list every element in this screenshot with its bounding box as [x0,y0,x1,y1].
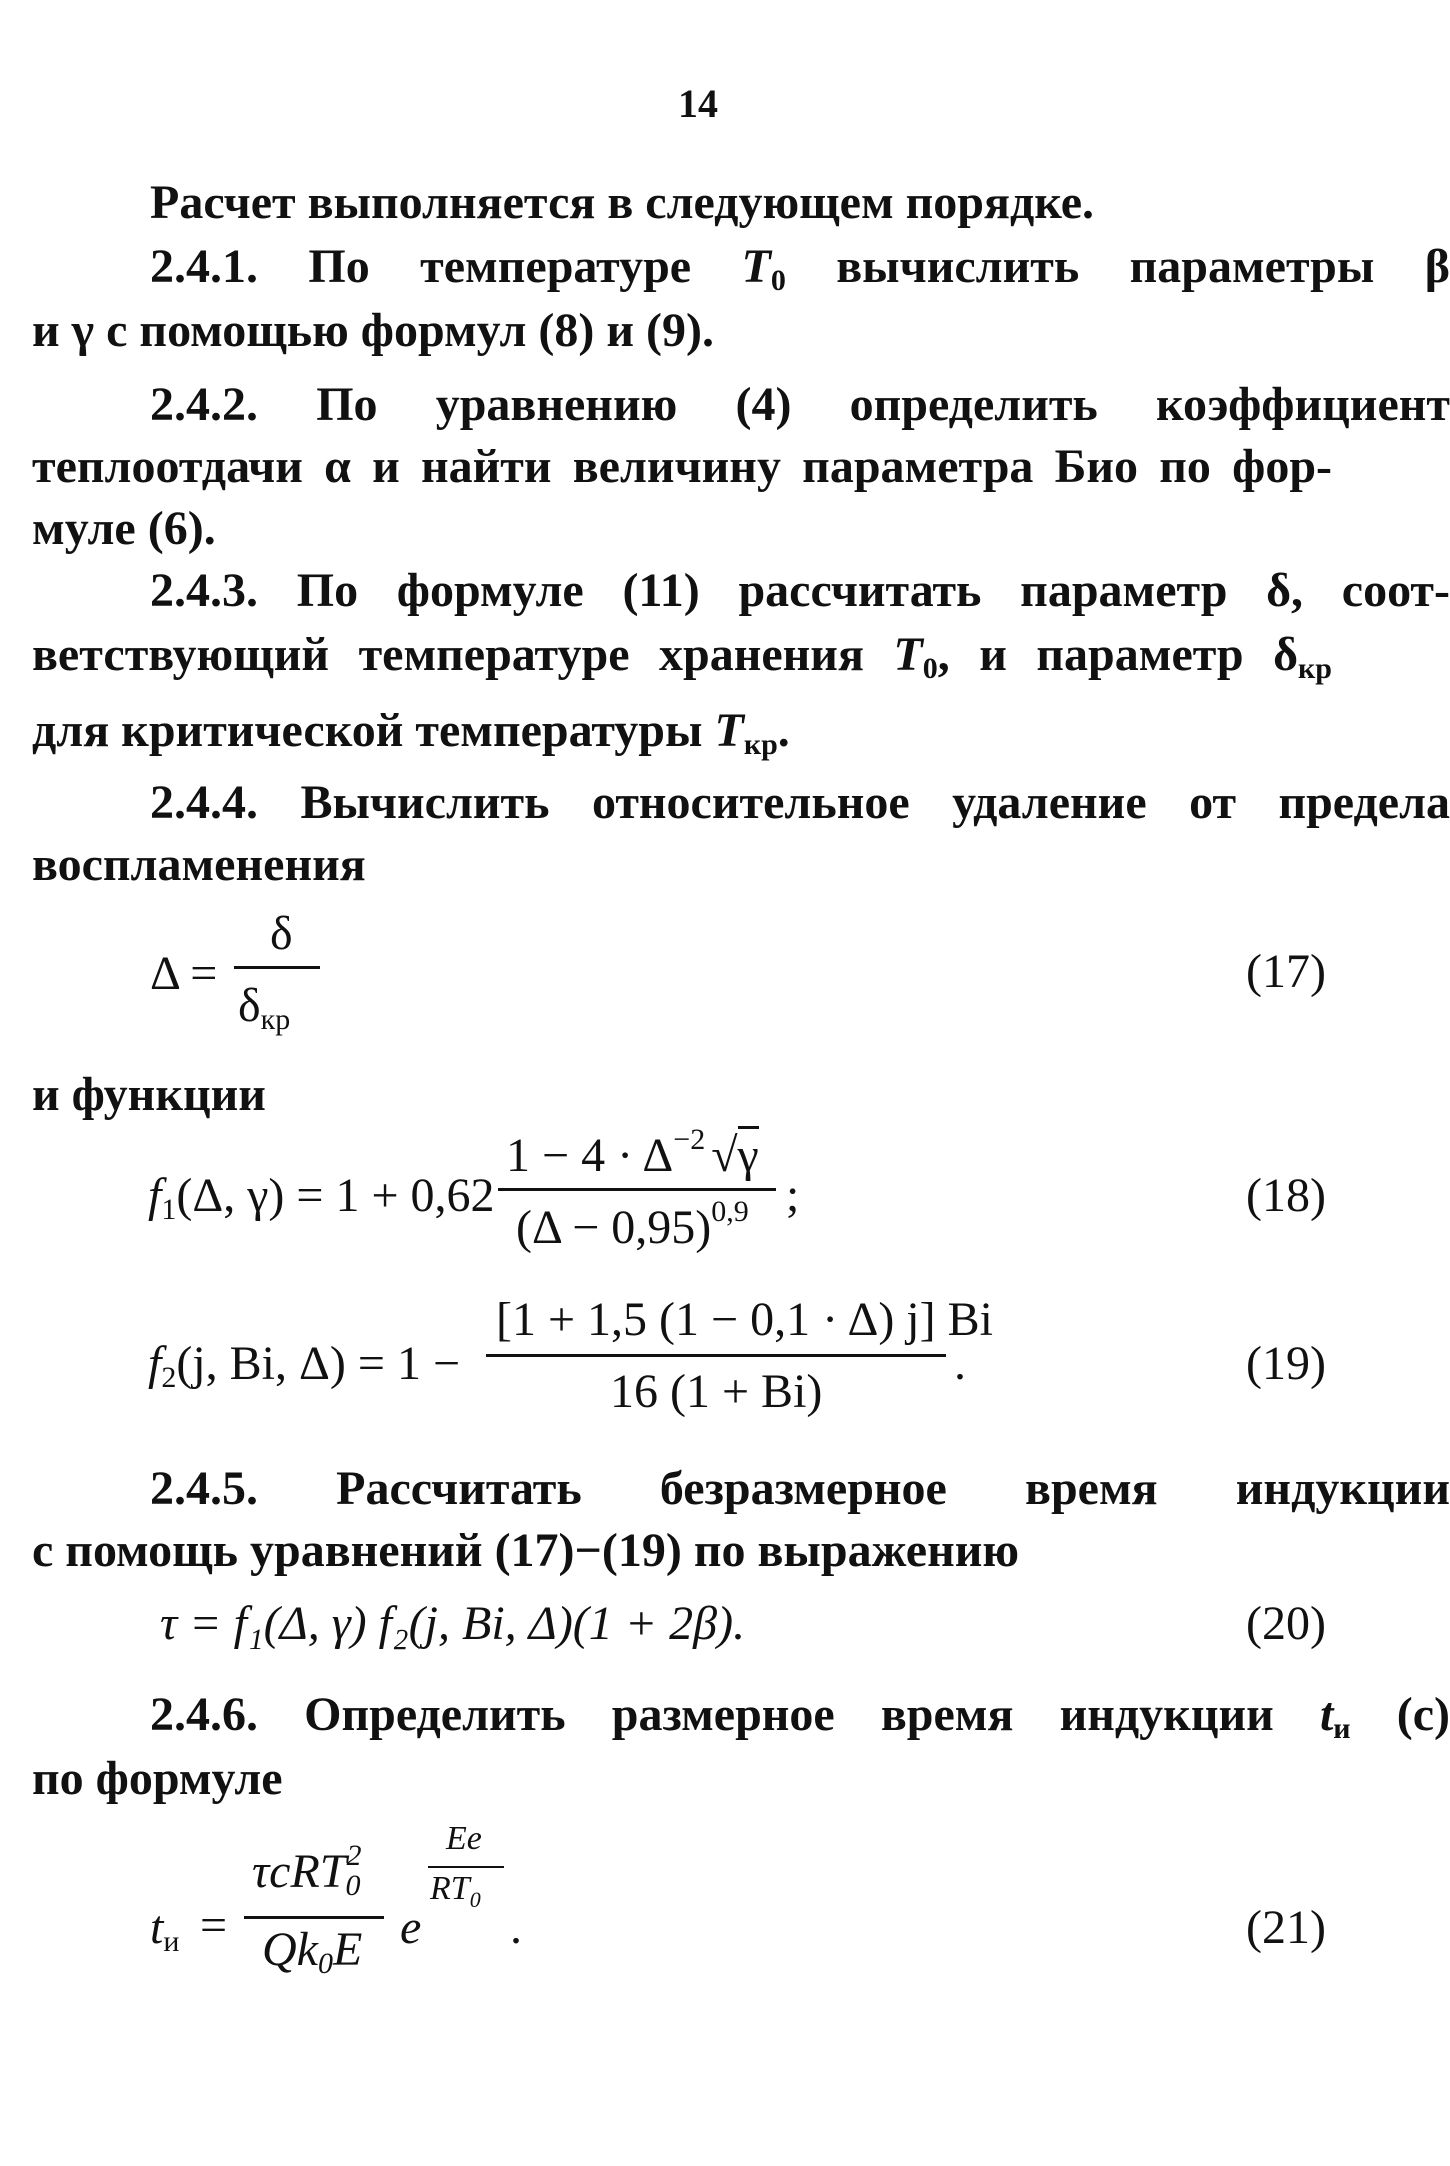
step-2-4-1-text-tail: вычислить параметры β [785,240,1450,293]
eq19-tail: . [954,1337,966,1390]
subscript: кр [260,1003,291,1036]
subscript: и [1333,1712,1351,1745]
step-2-4-3-text: для критической температуры [32,704,715,757]
var-t: t [1319,1688,1334,1741]
equation-21 [0,1822,1396,1992]
eq21-tail: . [510,1901,522,1954]
step-2-4-3-line-2 [32,624,1332,686]
subscript: кр [1298,652,1332,685]
equation-20 [0,1594,1396,1664]
equation-18 [0,1123,1396,1260]
eq18-num-text: 1 − 4 · Δ [506,1129,674,1182]
step-2-4-1-text: 2.4.1. По температуре [150,240,742,293]
eq19-number: (19) [1246,1337,1326,1390]
eq21-exp-numerator: Ee [446,1820,482,1857]
step-2-4-6-text-tail: (с) [1350,1688,1450,1741]
step-2-4-4-line-2: воспламенения [32,838,366,891]
eq21-numerator [252,1839,362,1902]
eq21-fraction-line [244,1916,384,1919]
eq20-expression: τ = f₁(Δ, γ) f₂(j, Bi, Δ)(1 + 2β). [160,1597,746,1650]
equation-17 [0,907,1396,1050]
step-2-4-3-text: ветствующий температуре хранения [32,628,894,681]
step-2-4-6-text: 2.4.6. Определить размерное время индукции [150,1688,1320,1741]
step-2-4-2-line-2: теплоотдачи α и найти величину параметра Био по фор- [32,440,1332,493]
eq18-fraction-line [498,1188,776,1191]
var-t: T [714,704,744,757]
superscript: 0,9 [711,1195,749,1228]
superscript: −2 [673,1123,706,1156]
eq18-root-arg: γ [738,1126,759,1182]
step-2-4-3-text-tail: , и параметр δ [937,628,1299,681]
period: . [777,704,790,757]
eq21-den-text: Qk [262,1923,318,1976]
eq19-fraction-line [486,1354,946,1357]
eq19-numerator: [1 + 1,5 (1 − 0,1 · Δ) j] Bi [496,1293,993,1346]
eq21-number: (21) [1246,1901,1326,1954]
intro-paragraph [32,172,1450,234]
eq17-lhs: Δ = [150,947,218,1000]
eq21-exp-base: e [400,1901,422,1954]
eq21-exp-denominator [430,1870,481,1912]
var-t: T [741,240,771,293]
eq21-equals: = [200,1899,228,1952]
subscript: кр [743,728,778,761]
eq18-lhs [148,1169,495,1226]
var-t: T [893,628,923,681]
eq21-den-tail: E [332,1923,363,1976]
var-t: t [150,1901,164,1954]
functions-intro: и функции [32,1068,266,1121]
step-2-4-2-line-1: 2.4.2. По уравнению (4) определить коэффициент [150,378,1450,431]
subscript: 0 [922,652,938,685]
eq18-tail: ; [786,1169,800,1222]
step-2-4-5-line-1: 2.4.5. Рассчитать безразмерное время индукции [150,1462,1450,1515]
eq17-denominator [238,979,291,1036]
eq21-lhs [150,1901,180,1958]
eq19-lhs [148,1337,461,1394]
intro-text: Расчет выполняется в следующем порядке. [150,176,1095,229]
eq19-denominator: 16 (1 + Bi) [610,1365,823,1418]
subscript: 0 [317,1947,333,1980]
eq21-denominator [262,1923,363,1980]
eq18-number: (18) [1246,1169,1326,1222]
eq21-exp-fraction-line [428,1866,504,1868]
page-number: 14 [678,81,718,126]
eq17-numerator: δ [270,907,293,960]
subscript: 0 [469,1887,481,1912]
eq19-lhs-args: (j, Bi, Δ) = 1 − [176,1337,461,1390]
eq20-number: (20) [1246,1597,1326,1650]
subscript: 1 [161,1193,177,1226]
subscript: 0 [770,264,786,297]
func-f: f [148,1169,162,1222]
eq18-numerator [506,1123,759,1182]
step-2-4-6-line-2: по формуле [32,1752,283,1805]
eq18-denominator [516,1195,749,1254]
step-2-4-5-line-2: с помощь уравнений (17)−(19) по выражению [32,1524,1020,1577]
eq21-exp-den-text: RT [430,1870,470,1907]
subscript: 2 [161,1361,177,1394]
sqrt-icon: √ [711,1129,738,1182]
step-2-4-1-line-2: и γ с помощью формул (8) и (9). [32,304,715,357]
step-2-4-3-line-1: 2.4.3. По формуле (11) рассчитать параметр δ, соот- [150,564,1450,617]
subscript: и [163,1925,180,1958]
eq17-fraction-line [234,966,320,969]
step-2-4-6-line-1 [32,1684,1450,1746]
superscript: 2 [346,1839,362,1872]
equation-19 [0,1293,1396,1426]
eq18-den-text: (Δ − 0,95) [516,1201,712,1254]
eq17-den-base: δ [238,979,261,1032]
step-2-4-1-line-1 [32,236,1450,298]
eq21-num-text: τcRT [252,1845,347,1898]
eq18-lhs-args: (Δ, γ) = 1 + 0,62 [176,1169,495,1222]
step-2-4-3-line-3 [32,700,1332,762]
step-2-4-4-line-1: 2.4.4. Вычислить относительное удаление от предела [150,776,1450,829]
func-f: f [148,1337,162,1390]
eq17-number: (17) [1246,945,1326,998]
step-2-4-2-line-3: муле (6). [32,502,216,555]
subscript: 0 [345,1869,361,1902]
